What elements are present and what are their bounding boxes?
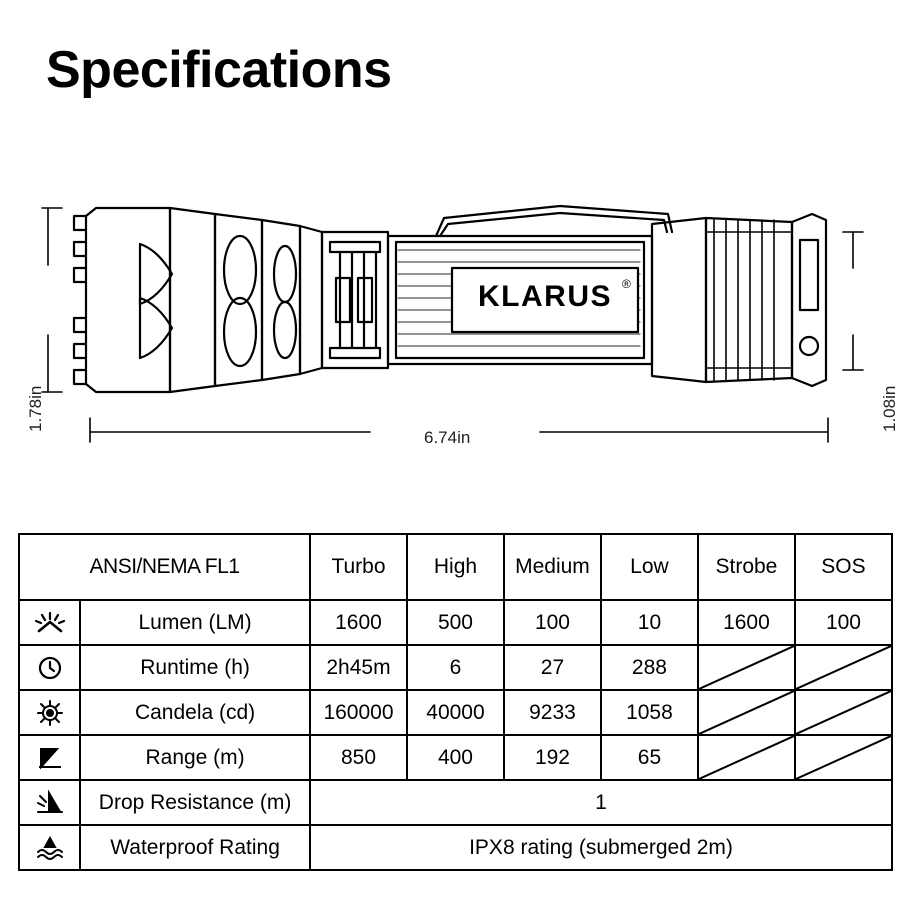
empty-cell-candela-strobe: [698, 690, 795, 735]
drop-impact-icon: [19, 780, 80, 825]
dimension-head-height: 1.78in: [26, 385, 45, 432]
value-candela-turbo: 160000: [310, 690, 407, 735]
value-lumen-medium: 100: [504, 600, 601, 645]
empty-cell-range-sos: [795, 735, 892, 780]
value-candela-medium: 9233: [504, 690, 601, 735]
value-lumen-low: 10: [601, 600, 698, 645]
value-runtime-turbo: 2h45m: [310, 645, 407, 690]
row-label-drop-resistance: Drop Resistance (m): [80, 780, 310, 825]
table-row-range: [19, 735, 892, 780]
value-lumen-strobe: 1600: [698, 600, 795, 645]
brand-text: KLARUS: [478, 280, 612, 313]
row-label-range: Range (m): [80, 735, 310, 780]
row-label-lumen: Lumen (LM): [80, 600, 310, 645]
value-drop-resistance: 1: [310, 780, 892, 825]
value-lumen-turbo: 1600: [310, 600, 407, 645]
product-diagram: [0, 170, 911, 490]
sun-burst-icon: [19, 600, 80, 645]
empty-cell-range-strobe: [698, 735, 795, 780]
header-mode-sos: SOS: [795, 534, 892, 600]
brand-registered-mark: ®: [622, 277, 631, 291]
beam-target-icon: [19, 690, 80, 735]
value-range-high: 400: [407, 735, 504, 780]
value-waterproof: IPX8 rating (submerged 2m): [310, 825, 892, 870]
row-label-runtime: Runtime (h): [80, 645, 310, 690]
value-candela-high: 40000: [407, 690, 504, 735]
header-mode-low: Low: [601, 534, 698, 600]
waterproof-icon: [19, 825, 80, 870]
header-standard: ANSI/NEMA FL1: [19, 534, 310, 600]
value-runtime-medium: 27: [504, 645, 601, 690]
table-row-runtime: [19, 645, 892, 690]
value-range-low: 65: [601, 735, 698, 780]
range-beam-icon: [19, 735, 80, 780]
value-range-turbo: 850: [310, 735, 407, 780]
empty-cell-runtime-strobe: [698, 645, 795, 690]
value-range-medium: 192: [504, 735, 601, 780]
row-label-candela: Candela (cd): [80, 690, 310, 735]
header-mode-medium: Medium: [504, 534, 601, 600]
dimension-tail-height: 1.08in: [880, 385, 899, 432]
row-label-waterproof: Waterproof Rating: [80, 825, 310, 870]
table-row-lumen: [19, 600, 892, 645]
value-runtime-low: 288: [601, 645, 698, 690]
dimension-length: 6.74in: [424, 428, 471, 447]
header-mode-high: High: [407, 534, 504, 600]
empty-cell-candela-sos: [795, 690, 892, 735]
empty-cell-runtime-sos: [795, 645, 892, 690]
table-header-row: [19, 534, 892, 600]
value-lumen-sos: 100: [795, 600, 892, 645]
header-mode-strobe: Strobe: [698, 534, 795, 600]
specifications-table: [18, 533, 893, 871]
value-runtime-high: 6: [407, 645, 504, 690]
page-title: Specifications: [46, 41, 392, 99]
value-candela-low: 1058: [601, 690, 698, 735]
clock-icon: [19, 645, 80, 690]
header-mode-turbo: Turbo: [310, 534, 407, 600]
table-row-drop-resistance: [19, 780, 892, 825]
value-lumen-high: 500: [407, 600, 504, 645]
table-row-candela: [19, 690, 892, 735]
table-row-waterproof: [19, 825, 892, 870]
